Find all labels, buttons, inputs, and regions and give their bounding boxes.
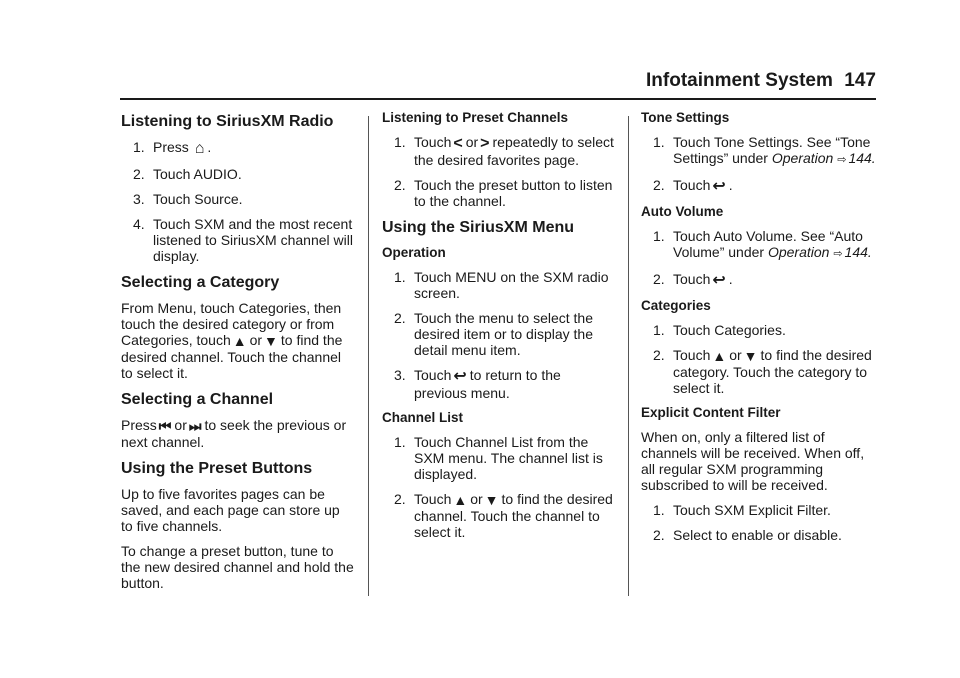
heading-menu: Using the SiriusXM Menu	[382, 219, 575, 236]
channel-list-steps	[382, 434, 616, 540]
chevron-right-icon: >	[480, 135, 490, 152]
down-arrow-icon: ▼	[264, 333, 278, 349]
header-rule	[120, 98, 876, 100]
running-header	[646, 70, 876, 92]
heading-operation: Operation	[382, 245, 446, 260]
list-item: 4. Touch SXM and the most recent listened to SiriusXM channel will display.	[133, 216, 353, 264]
list-item: 1. Touch < or > repeatedly to select the desired favorites page.	[394, 134, 614, 168]
heading-explicit: Explicit Content Filter	[641, 405, 781, 420]
up-arrow-icon: ▲	[712, 348, 727, 364]
up-arrow-icon: ▲	[232, 333, 247, 349]
up-arrow-icon: ▲	[453, 492, 468, 508]
back-icon: ↩	[712, 178, 726, 195]
list-item: 1. Touch Tone Settings. See “Tone Settings” under Operation ⇨ 144.	[653, 134, 876, 166]
list-item: 1. Touch SXM Explicit Filter.	[653, 502, 831, 518]
list-item: 1. Touch Auto Volume. See “Auto Volume” under Operation ⇨ 144.	[653, 228, 872, 260]
heading-channel: Selecting a Channel	[121, 391, 274, 408]
column-2	[382, 110, 616, 549]
seek-back-icon: ⏮	[158, 418, 172, 434]
list-item: 2. Select to enable or disable.	[653, 527, 842, 543]
operation-steps	[382, 269, 616, 401]
list-item: 1. Touch Channel List from the SXM menu. The channel list is displayed.	[394, 434, 603, 482]
chevron-left-icon: <	[453, 135, 463, 152]
seek-forward-icon: ⏭	[188, 418, 202, 434]
tone-steps	[641, 134, 879, 195]
cross-reference[interactable]: Operation ⇨ 144.	[771, 150, 876, 166]
channel-paragraph: Press ⏮ or ⏭ to seek the previous or next channel.	[121, 417, 347, 450]
column-1	[121, 110, 355, 600]
list-item: 2. Touch AUDIO.	[133, 166, 242, 182]
column-3	[641, 110, 879, 552]
list-item: 2. Touch ↩ .	[653, 271, 733, 289]
explicit-paragraph: When on, only a filtered list of channels will be received. When off, all regular SXM programming subscribed to will be received.	[641, 429, 865, 493]
back-icon: ↩	[712, 272, 726, 289]
home-icon: ⌂	[194, 140, 205, 157]
list-item: 1. Press ⌂ .	[133, 139, 212, 157]
column-divider	[368, 116, 369, 596]
preset-paragraph-1: Up to five favorites pages can be saved, and each page can store up to five channels.	[121, 486, 340, 534]
list-item: 2. Touch the menu to select the desired item or to display the detail menu item.	[394, 310, 593, 358]
preset-steps	[382, 134, 616, 209]
heading-categories: Categories	[641, 298, 711, 313]
heading-listening: Listening to SiriusXM Radio	[121, 113, 334, 130]
list-item: 2. Touch the preset button to listen to the channel.	[394, 177, 613, 209]
section-title: Infotainment System	[646, 70, 833, 91]
heading-auto-volume: Auto Volume	[641, 204, 724, 219]
heading-channel-list: Channel List	[382, 410, 464, 425]
back-icon: ↩	[453, 368, 467, 385]
heading-listening-preset: Listening to Preset Channels	[382, 110, 569, 125]
reference-arrow-icon: ⇨	[837, 154, 847, 166]
heading-category: Selecting a Category	[121, 274, 280, 291]
down-arrow-icon: ▼	[484, 492, 499, 508]
listen-steps	[121, 139, 355, 264]
categories-steps	[641, 322, 879, 396]
list-item: 3. Touch Source.	[133, 191, 243, 207]
heading-preset: Using the Preset Buttons	[121, 460, 313, 477]
list-item: 3. Touch ↩ to return to the previous menu.	[394, 367, 561, 401]
cross-reference[interactable]: Operation ⇨ 144.	[767, 244, 872, 260]
heading-tone: Tone Settings	[641, 110, 730, 125]
list-item: 1. Touch MENU on the SXM radio screen.	[394, 269, 609, 301]
list-item: 1. Touch Categories.	[653, 322, 786, 338]
down-arrow-icon: ▼	[743, 348, 758, 364]
page-number: 147	[844, 70, 876, 91]
list-item: 2. Touch ▲ or ▼ to find the desired channel. Touch the channel to select it.	[394, 491, 613, 540]
list-item: 2. Touch ▲ or ▼ to find the desired category. Touch the category to select it.	[653, 347, 872, 396]
list-item: 2. Touch ↩ .	[653, 177, 733, 195]
reference-arrow-icon: ⇨	[833, 248, 843, 260]
category-paragraph: From Menu, touch Categories, then touch the desired category or from Categories, touch ▲ or ▼ to find the desired channel. Touch the channel to select it.	[121, 300, 343, 381]
preset-paragraph-2: To change a preset button, tune to the new desired channel and hold the button.	[121, 543, 354, 591]
auto-steps	[641, 228, 879, 289]
explicit-steps	[641, 502, 879, 543]
column-divider	[628, 116, 629, 596]
